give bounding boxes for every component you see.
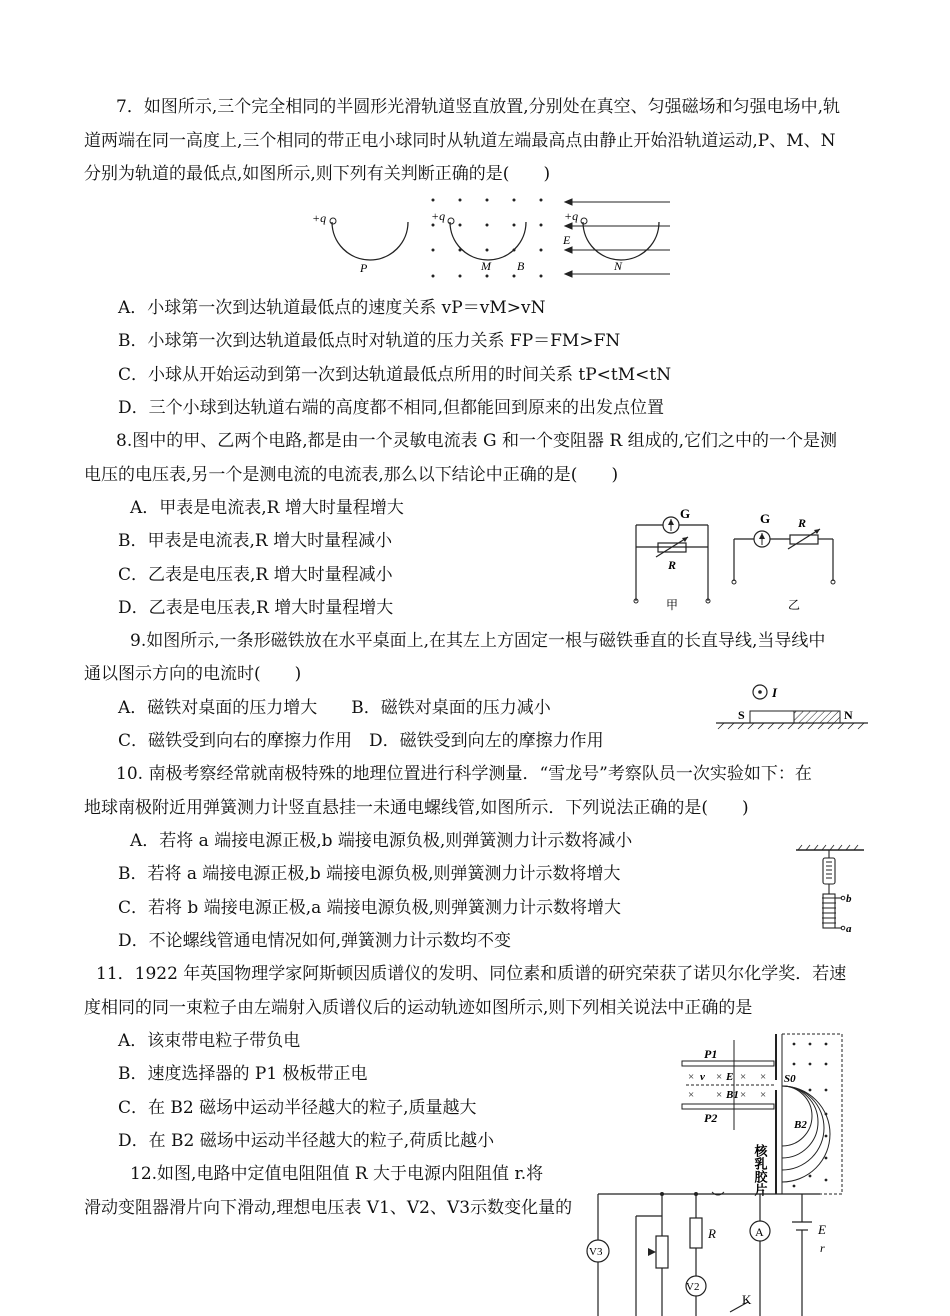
q9-figure (712, 682, 872, 732)
q8-label-jia: 甲 (666, 598, 679, 612)
svg-text:×: × (740, 1089, 747, 1101)
q10-label-b: b (846, 893, 852, 905)
q8-option-b: B．甲表是电流表,R 增大时量程减小 (118, 531, 393, 551)
svg-text:×: × (740, 1071, 747, 1083)
q8-line-1: 8.图中的甲、乙两个电路,都是由一个灵敏电流表 G 和一个变阻器 R 组成的,它们之中的一个是测 (116, 431, 838, 451)
q7-charge-label-3: +q (564, 209, 579, 223)
q8-option-c: C．乙表是电压表,R 增大时量程减小 (118, 565, 393, 585)
q11-line-2: 度相同的同一束粒子由左端射入质谱仪后的运动轨迹如图所示,则下列相关说法中正确的是 (84, 998, 753, 1018)
svg-text:×: × (760, 1089, 767, 1101)
q7-line-2: 道两端在同一高度上,三个相同的带正电小球同时从轨道左端最高点由静止开始沿轨道运动,P、M、N (84, 131, 836, 151)
q7-figure (300, 192, 680, 284)
q11-label-b2: B2 (794, 1119, 807, 1131)
svg-text:×: × (688, 1089, 695, 1101)
q10-option-c: C．若将 b 端接电源正极,a 端接电源负极,则弹簧测力计示数将增大 (118, 898, 622, 918)
q11-label-b1: B1 (726, 1089, 739, 1101)
q10-option-b: B．若将 a 端接电源正极,b 端接电源负极,则弹簧测力计示数将增大 (118, 864, 621, 884)
q11-option-c: C．在 B2 磁场中运动半径越大的粒子,质量越大 (118, 1098, 477, 1118)
q11-option-b: B．速度选择器的 P1 极板带正电 (118, 1064, 368, 1084)
q7-option-d: D．三个小球到达轨道右端的高度都不相同,但都能回到原来的出发点位置 (118, 398, 665, 418)
q11-label-p1: P1 (704, 1047, 718, 1061)
q8-label-r1: R (668, 558, 677, 572)
q10-option-d: D．不论螺线管通电情况如何,弹簧测力计示数均不变 (118, 931, 512, 951)
q9-label-s: S (738, 708, 745, 722)
q8-label-r2: R (798, 516, 807, 530)
q10-figure (792, 842, 868, 942)
q8-option-a: A．甲表是电流表,R 增大时量程增大 (130, 498, 404, 518)
q12-label-a: A (755, 1225, 764, 1239)
q10-label-a: a (846, 923, 852, 935)
q8-option-d: D．乙表是电压表,R 增大时量程增大 (118, 598, 394, 618)
q12-label-v3: V3 (589, 1246, 603, 1258)
svg-text:×: × (716, 1089, 723, 1101)
q9-options-cd: C．磁铁受到向右的摩擦力作用 D．磁铁受到向左的摩擦力作用 (118, 731, 604, 751)
svg-text:×: × (760, 1071, 767, 1083)
q11-line-1: 11．1922 年英国物理学家阿斯顿因质谱仪的发明、同位素和质谱的研究荣获了诺贝尔化学奖．若速 (96, 964, 847, 984)
q12-label-v2: V2 (686, 1281, 700, 1293)
q12-label-k: K (742, 1292, 752, 1307)
q11-option-d: D．在 B2 磁场中运动半径越大的粒子,荷质比越小 (118, 1131, 495, 1151)
q7-line-3: 分别为轨道的最低点,如图所示,则下列有关判断正确的是( ) (84, 164, 551, 184)
q8-label-g2: G (760, 511, 771, 526)
q12-figure (580, 1186, 842, 1316)
q9-label-n: N (844, 708, 853, 722)
q7-option-c: C．小球从开始运动到第一次到达轨道最低点所用的时间关系 tP<tM<tN (118, 365, 672, 385)
q8-label-yi: 乙 (788, 598, 801, 612)
q10-line-1: 10. 南极考察经常就南极特殊的地理位置进行科学测量．“雪龙号”考察队员一次实验如下：在 (116, 764, 812, 784)
q11-label-film: 核乳胶片 (752, 1144, 768, 1196)
q7-label-p: P (360, 261, 368, 275)
q7-option-b: B．小球第一次到达轨道最低点时对轨道的压力关系 FP＝FM>FN (118, 331, 621, 351)
q9-line-1: 9.如图所示,一条形磁铁放在水平桌面上,在其左上方固定一根与磁铁垂直的长直导线,当导线中 (130, 631, 826, 651)
q12-label-r: R (708, 1226, 716, 1241)
q9-options-ab: A．磁铁对桌面的压力增大 B．磁铁对桌面的压力减小 (118, 698, 551, 718)
q12-label-r-internal: r (820, 1241, 825, 1255)
q7-label-b: B (517, 259, 525, 273)
svg-text:×: × (716, 1071, 723, 1083)
q11-label-p2: P2 (704, 1111, 718, 1125)
q11-figure (676, 1030, 848, 1198)
q11-label-e: E (726, 1071, 734, 1083)
q8-figure (628, 505, 850, 615)
q11-label-v: v (700, 1071, 705, 1083)
q8-label-g1: G (680, 506, 691, 521)
q7-charge-label-2: +q (431, 209, 446, 223)
q12-line-1: 12.如图,电路中定值电阻阻值 R 大于电源内阻阻值 r.将 (130, 1164, 544, 1184)
q9-line-2: 通以图示方向的电流时( ) (84, 664, 302, 684)
q7-line-1: 7．如图所示,三个完全相同的半圆形光滑轨道竖直放置,分别处在真空、匀强磁场和匀强电场中,轨 (116, 97, 841, 117)
q7-label-m: M (481, 259, 491, 273)
q11-option-a: A．该束带电粒子带负电 (118, 1031, 301, 1051)
q11-label-s0: S0 (784, 1073, 796, 1085)
q9-label-i: I (772, 685, 778, 700)
q8-line-2: 电压的电压表,另一个是测电流的电流表,那么以下结论中正确的是( ) (84, 465, 619, 485)
svg-text:×: × (688, 1071, 695, 1083)
q12-label-e: E (818, 1222, 826, 1237)
q7-option-a: A．小球第一次到达轨道最低点的速度关系 vP＝vM>vN (118, 298, 546, 318)
q10-line-2: 地球南极附近用弹簧测力计竖直悬挂一未通电螺线管,如图所示．下列说法正确的是( ) (84, 798, 749, 818)
q7-label-n: N (614, 259, 623, 273)
q7-label-e: E (563, 233, 571, 247)
q10-option-a: A．若将 a 端接电源正极,b 端接电源负极,则弹簧测力计示数将减小 (130, 831, 633, 851)
q7-charge-label-1: +q (312, 211, 327, 225)
q12-line-2: 滑动变阻器滑片向下滑动,理想电压表 V1、V2、V3示数变化量的 (84, 1198, 573, 1218)
